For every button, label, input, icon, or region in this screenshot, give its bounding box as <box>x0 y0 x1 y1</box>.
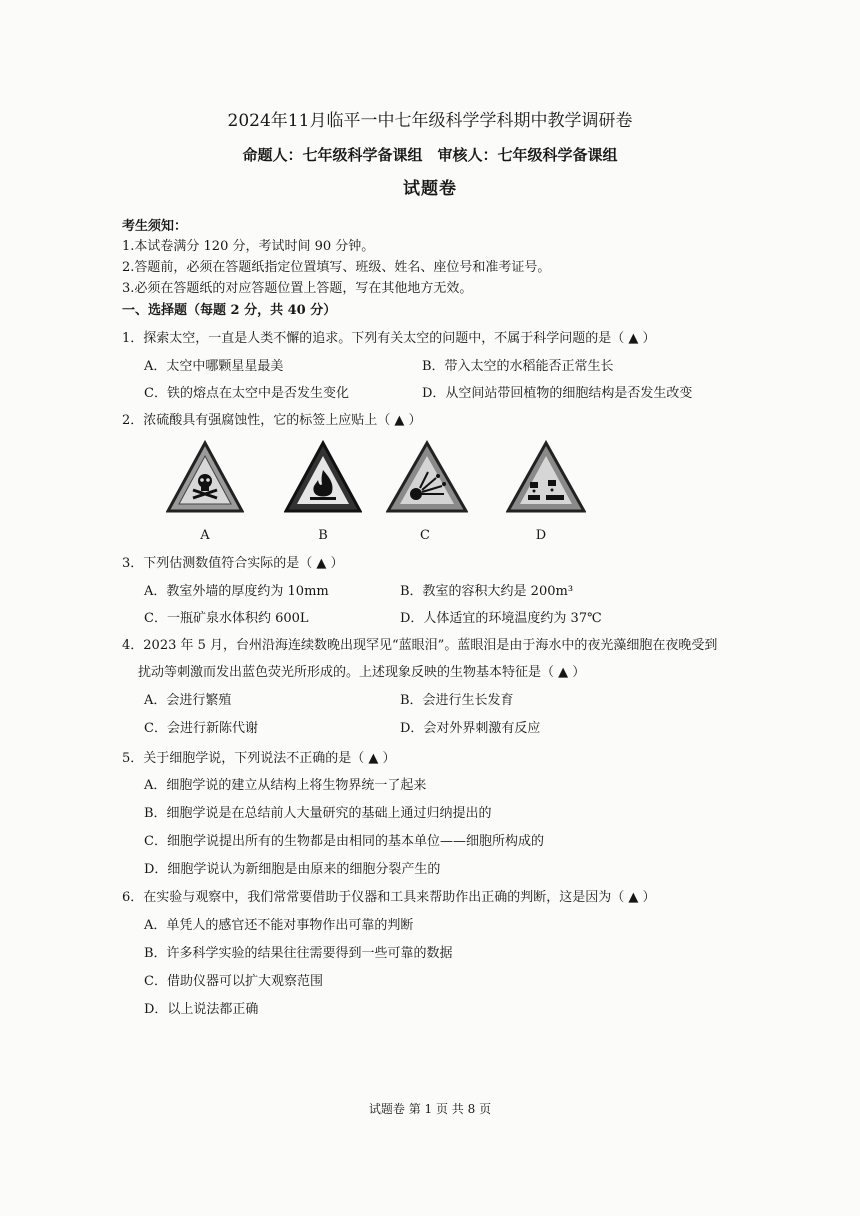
question-4-stem-line-2: 扰动等刺激而发出蓝色荧光所形成的。上述现象反映的生物基本特征是（ ▲ ） <box>138 665 586 680</box>
question-3-option-d: D．人体适宜的环境温度约为 37℃ <box>400 611 602 626</box>
question-4-option-d: D．会对外界刺激有反应 <box>400 721 541 736</box>
question-3-stem: 3．下列估测数值符合实际的是（ ▲ ） <box>122 556 344 571</box>
sign-label-b: B <box>318 528 328 543</box>
exam-authors: 命题人：七年级科学备课组 审核人：七年级科学备课组 <box>242 146 618 164</box>
exam-title: 2024年11月临平一中七年级科学学科期中教学调研卷 <box>227 111 633 131</box>
question-4-option-b: B．会进行生长发育 <box>400 693 514 708</box>
question-1-option-d: D．从空间站带回植物的细胞结构是否发生改变 <box>422 386 693 401</box>
question-6-option-b: B．许多科学实验的结果往往需要得到一些可靠的数据 <box>144 946 453 961</box>
question-5-option-a: A．细胞学说的建立从结构上将生物界统一了起来 <box>144 778 427 793</box>
notice-heading: 考生须知： <box>122 219 188 234</box>
question-1-stem: 1．探索太空，一直是人类不懈的追求。下列有关太空的问题中，不属于科学问题的是（ ▲ ） <box>122 331 656 346</box>
section-heading: 一、选择题（每题 2 分，共 40 分） <box>122 303 337 318</box>
notice-item: 2.答题前，必须在答题纸指定位置填写、班级、姓名、座位号和准考证号。 <box>122 260 551 275</box>
question-6-stem: 6．在实验与观察中，我们常常要借助于仪器和工具来帮助作出正确的判断，这是因为（ ▲ ） <box>122 890 656 905</box>
explosive-icon <box>386 440 468 514</box>
question-5-stem: 5．关于细胞学说，下列说法不正确的是（ ▲ ） <box>122 751 396 766</box>
question-5-option-b: B．细胞学说是在总结前人大量研究的基础上通过归纳提出的 <box>144 806 492 821</box>
question-4-option-c: C．会进行新陈代谢 <box>144 721 258 736</box>
paper-heading: 试题卷 <box>403 179 457 199</box>
question-4-stem-line-1: 4．2023 年 5 月，台州沿海连续数晚出现罕见“蓝眼泪”。蓝眼泪是由于海水中的夜光藻细胞在夜晚受到 <box>122 638 718 653</box>
sign-label-d: D <box>535 528 547 543</box>
corrosive-icon <box>506 440 586 514</box>
sign-label-c: C <box>420 528 430 543</box>
question-3-option-b: B．教室的容积大约是 200m³ <box>400 584 574 599</box>
notice-item: 3.必须在答题纸的对应答题位置上答题，写在其他地方无效。 <box>122 281 473 296</box>
question-2-stem: 2．浓硫酸具有强腐蚀性，它的标签上应贴上（ ▲ ） <box>122 413 422 428</box>
toxic-skull-icon <box>166 440 244 514</box>
notice-item: 1.本试卷满分 120 分，考试时间 90 分钟。 <box>122 239 375 254</box>
sign-label-a: A <box>200 528 210 543</box>
question-4-option-a: A．会进行繁殖 <box>144 693 232 708</box>
question-6-option-d: D．以上说法都正确 <box>144 1002 259 1017</box>
question-5-option-d: D．细胞学说认为新细胞是由原来的细胞分裂产生的 <box>144 862 441 877</box>
question-1-option-a: A．太空中哪颗星星最美 <box>144 359 284 374</box>
page-footer: 试题卷 第 1 页 共 8 页 <box>368 1102 492 1116</box>
flammable-flame-icon <box>284 440 362 514</box>
question-6-option-a: A．单凭人的感官还不能对事物作出可靠的判断 <box>144 918 414 933</box>
question-6-option-c: C．借助仪器可以扩大观察范围 <box>144 974 323 989</box>
question-3-option-c: C．一瓶矿泉水体积约 600L <box>144 611 309 626</box>
question-5-option-c: C．细胞学说提出所有的生物都是由相同的基本单位——细胞所构成的 <box>144 834 544 849</box>
question-1-option-c: C．铁的熔点在太空中是否发生变化 <box>144 386 349 401</box>
question-1-option-b: B．带入太空的水稻能否正常生长 <box>422 359 614 374</box>
question-3-option-a: A．教室外墙的厚度约为 10mm <box>144 584 329 599</box>
